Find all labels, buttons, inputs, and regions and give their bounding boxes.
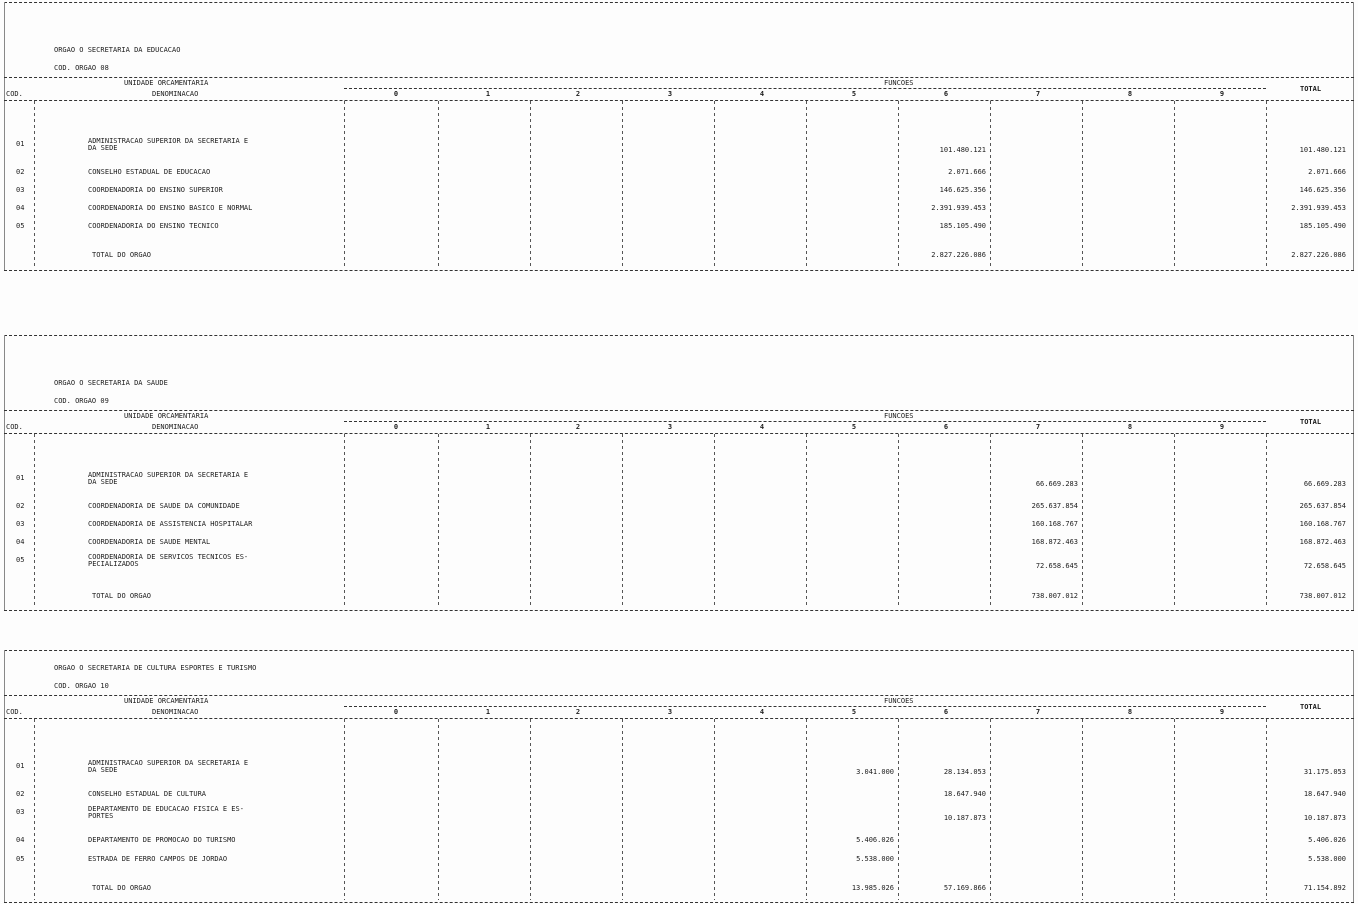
funcao-column-header: 1: [485, 708, 491, 716]
funcao-column-header: 7: [1035, 708, 1041, 716]
column-separator: [1082, 719, 1083, 900]
row-total: 5.538.000: [1308, 855, 1346, 863]
row-denominacao: COORDENADORIA DE SAUDE MENTAL: [88, 538, 211, 546]
row-denominacao: ADMINISTRACAO SUPERIOR DA SECRETARIA E: [88, 471, 249, 479]
header-rule: [4, 77, 1354, 78]
orgao-section: [4, 2, 1354, 270]
funcao-column-header: 8: [1127, 90, 1133, 98]
funcao-value: 28.134.053: [943, 768, 986, 776]
column-separator: [714, 434, 715, 608]
total-funcao-value: 13.985.026: [851, 884, 894, 892]
column-separator: [806, 719, 807, 900]
row-denominacao: COORDENADORIA DE SERVICOS TECNICOS ES-: [88, 553, 249, 561]
column-separator: [990, 719, 991, 900]
row-total: 2.391.939.453: [1291, 204, 1346, 212]
section-right-edge: [1353, 2, 1354, 270]
funcao-value: 18.647.940: [943, 790, 986, 798]
column-separator: [1266, 101, 1267, 268]
column-separator: [714, 101, 715, 268]
cod-column-header: COD.: [6, 708, 23, 716]
row-code: 05: [16, 855, 25, 863]
total-orgao-label: TOTAL DO ORGAO: [92, 884, 152, 892]
row-total: 168.872.463: [1299, 538, 1346, 546]
funcao-column-header: 5: [851, 423, 857, 431]
funcao-value: 265.637.854: [1031, 502, 1078, 510]
row-code: 02: [16, 502, 25, 510]
row-code: 05: [16, 556, 25, 564]
row-denominacao: COORDENADORIA DE ASSISTENCIA HOSPITALAR: [88, 520, 253, 528]
section-left-edge: [4, 650, 5, 902]
row-code: 04: [16, 538, 25, 546]
row-code: 02: [16, 790, 25, 798]
unidade-header: UNIDADE ORCAMENTARIA: [124, 412, 209, 420]
funcao-column-header: 0: [393, 423, 399, 431]
column-separator: [438, 719, 439, 900]
funcao-column-header: 8: [1127, 708, 1133, 716]
row-denominacao: COORDENADORIA DE SAUDE DA COMUNIDADE: [88, 502, 240, 510]
column-separator: [530, 719, 531, 900]
column-separator: [1174, 101, 1175, 268]
subheader-rule: [344, 706, 1266, 707]
row-denominacao: DA SEDE: [88, 144, 118, 152]
row-denominacao: PORTES: [88, 812, 114, 820]
row-total: 72.658.645: [1303, 562, 1346, 570]
funcao-value: 66.669.283: [1035, 480, 1078, 488]
column-separator: [898, 719, 899, 900]
section-top-border: [4, 650, 1354, 651]
funcao-column-header: 2: [575, 90, 581, 98]
cod-orgao: COD. ORGAO 09: [54, 397, 109, 405]
unidade-header: UNIDADE ORCAMENTARIA: [124, 79, 209, 87]
total-funcao-value: 2.827.226.086: [931, 251, 986, 259]
section-bottom-border: [4, 270, 1354, 271]
row-denominacao: DEPARTAMENTO DE PROMOCAO DO TURISMO: [88, 836, 236, 844]
funcao-value: 160.168.767: [1031, 520, 1078, 528]
row-total: 31.175.053: [1303, 768, 1346, 776]
row-code: 04: [16, 204, 25, 212]
row-code: 05: [16, 222, 25, 230]
row-code: 03: [16, 520, 25, 528]
column-separator: [1266, 719, 1267, 900]
row-code: 04: [16, 836, 25, 844]
funcao-column-header: 6: [943, 708, 949, 716]
cod-orgao: COD. ORGAO 10: [54, 682, 109, 690]
column-separator: [34, 101, 35, 268]
funcao-column-header: 3: [667, 90, 673, 98]
row-total: 265.637.854: [1299, 502, 1346, 510]
total-orgao-label: TOTAL DO ORGAO: [92, 592, 152, 600]
total-funcao-value: 738.007.012: [1031, 592, 1078, 600]
column-separator: [622, 101, 623, 268]
funcao-value: 168.872.463: [1031, 538, 1078, 546]
column-header-rule: [4, 718, 1354, 719]
column-separator: [622, 434, 623, 608]
column-separator: [1082, 101, 1083, 268]
orgao-section: [4, 650, 1354, 902]
total-orgao-value: 738.007.012: [1299, 592, 1346, 600]
header-rule: [4, 695, 1354, 696]
row-total: 66.669.283: [1303, 480, 1346, 488]
funcao-column-header: 5: [851, 708, 857, 716]
section-left-edge: [4, 335, 5, 610]
row-denominacao: CONSELHO ESTADUAL DE EDUCACAO: [88, 168, 211, 176]
row-total: 185.105.490: [1299, 222, 1346, 230]
funcao-column-header: 7: [1035, 90, 1041, 98]
subheader-rule: [344, 421, 1266, 422]
row-denominacao: CONSELHO ESTADUAL DE CULTURA: [88, 790, 207, 798]
section-top-border: [4, 335, 1354, 336]
column-separator: [344, 434, 345, 608]
column-separator: [530, 434, 531, 608]
column-separator: [622, 719, 623, 900]
subheader-rule: [344, 88, 1266, 89]
column-header-rule: [4, 433, 1354, 434]
funcao-column-header: 4: [759, 90, 765, 98]
funcao-value: 146.625.356: [939, 186, 986, 194]
funcao-column-header: 8: [1127, 423, 1133, 431]
column-separator: [344, 719, 345, 900]
funcao-column-header: 0: [393, 90, 399, 98]
funcao-column-header: 9: [1219, 90, 1225, 98]
cod-column-header: COD.: [6, 423, 23, 431]
row-code: 03: [16, 186, 25, 194]
row-denominacao: ESTRADA DE FERRO CAMPOS DE JORDAO: [88, 855, 228, 863]
column-separator: [438, 434, 439, 608]
row-denominacao: COORDENADORIA DO ENSINO SUPERIOR: [88, 186, 223, 194]
column-header-rule: [4, 100, 1354, 101]
funcao-column-header: 6: [943, 423, 949, 431]
row-total: 160.168.767: [1299, 520, 1346, 528]
funcao-column-header: 7: [1035, 423, 1041, 431]
funcao-column-header: 1: [485, 423, 491, 431]
column-separator: [1174, 719, 1175, 900]
row-total: 146.625.356: [1299, 186, 1346, 194]
column-separator: [344, 101, 345, 268]
funcao-value: 101.480.121: [939, 146, 986, 154]
column-separator: [806, 434, 807, 608]
funcao-value: 185.105.490: [939, 222, 986, 230]
funcao-column-header: 0: [393, 708, 399, 716]
funcao-value: 2.391.939.453: [931, 204, 986, 212]
column-separator: [34, 719, 35, 900]
funcoes-header: FUNCOES: [884, 79, 914, 87]
header-rule: [4, 410, 1354, 411]
funcao-column-header: 9: [1219, 423, 1225, 431]
funcao-column-header: 9: [1219, 708, 1225, 716]
section-bottom-border: [4, 610, 1354, 611]
funcao-column-header: 5: [851, 90, 857, 98]
row-denominacao: DA SEDE: [88, 478, 118, 486]
column-separator: [898, 434, 899, 608]
column-separator: [1174, 434, 1175, 608]
section-bottom-border: [4, 902, 1354, 903]
orgao-title: ORGAO O SECRETARIA DE CULTURA ESPORTES E TURISMO: [54, 664, 257, 672]
row-denominacao: DA SEDE: [88, 766, 118, 774]
column-separator: [714, 719, 715, 900]
section-right-edge: [1353, 335, 1354, 610]
funcao-column-header: 3: [667, 708, 673, 716]
column-separator: [438, 101, 439, 268]
row-total: 2.071.666: [1308, 168, 1346, 176]
row-total: 10.187.873: [1303, 814, 1346, 822]
column-separator: [530, 101, 531, 268]
column-separator: [806, 101, 807, 268]
row-total: 18.647.940: [1303, 790, 1346, 798]
row-total: 5.406.026: [1308, 836, 1346, 844]
total-orgao-label: TOTAL DO ORGAO: [92, 251, 152, 259]
row-code: 01: [16, 140, 25, 148]
section-left-edge: [4, 2, 5, 270]
funcao-column-header: 3: [667, 423, 673, 431]
section-right-edge: [1353, 650, 1354, 902]
orgao-section: [4, 335, 1354, 610]
section-top-border: [4, 2, 1354, 3]
funcao-value: 10.187.873: [943, 814, 986, 822]
row-code: 01: [16, 762, 25, 770]
column-separator: [990, 101, 991, 268]
denominacao-header: DENOMINACAO: [152, 708, 199, 716]
total-column-header: TOTAL: [1300, 703, 1322, 711]
funcao-column-header: 4: [759, 423, 765, 431]
total-column-header: TOTAL: [1300, 418, 1322, 426]
funcao-value: 2.071.666: [948, 168, 986, 176]
row-denominacao: COORDENADORIA DO ENSINO TECNICO: [88, 222, 219, 230]
column-separator: [1082, 434, 1083, 608]
cod-column-header: COD.: [6, 90, 23, 98]
funcoes-header: FUNCOES: [884, 697, 914, 705]
column-separator: [898, 101, 899, 268]
funcao-column-header: 2: [575, 708, 581, 716]
funcao-value: 5.406.026: [856, 836, 894, 844]
row-total: 101.480.121: [1299, 146, 1346, 154]
row-denominacao: ADMINISTRACAO SUPERIOR DA SECRETARIA E: [88, 137, 249, 145]
funcao-column-header: 2: [575, 423, 581, 431]
row-denominacao: DEPARTAMENTO DE EDUCACAO FISICA E ES-: [88, 805, 244, 813]
orgao-title: ORGAO O SECRETARIA DA EDUCACAO: [54, 46, 181, 54]
funcao-value: 3.041.000: [856, 768, 894, 776]
column-separator: [34, 434, 35, 608]
row-code: 02: [16, 168, 25, 176]
cod-orgao: COD. ORGAO 08: [54, 64, 109, 72]
row-denominacao: ADMINISTRACAO SUPERIOR DA SECRETARIA E: [88, 759, 249, 767]
row-denominacao: PECIALIZADOS: [88, 560, 139, 568]
column-separator: [990, 434, 991, 608]
total-funcao-value: 57.169.866: [943, 884, 986, 892]
total-orgao-value: 2.827.226.086: [1291, 251, 1346, 259]
funcoes-header: FUNCOES: [884, 412, 914, 420]
orgao-title: ORGAO O SECRETARIA DA SAUDE: [54, 379, 168, 387]
row-code: 01: [16, 474, 25, 482]
denominacao-header: DENOMINACAO: [152, 90, 199, 98]
funcao-value: 5.538.000: [856, 855, 894, 863]
denominacao-header: DENOMINACAO: [152, 423, 199, 431]
row-code: 03: [16, 808, 25, 816]
funcao-value: 72.658.645: [1035, 562, 1078, 570]
total-orgao-value: 71.154.892: [1303, 884, 1346, 892]
total-column-header: TOTAL: [1300, 85, 1322, 93]
funcao-column-header: 1: [485, 90, 491, 98]
row-denominacao: COORDENADORIA DO ENSINO BASICO E NORMAL: [88, 204, 253, 212]
unidade-header: UNIDADE ORCAMENTARIA: [124, 697, 209, 705]
funcao-column-header: 4: [759, 708, 765, 716]
funcao-column-header: 6: [943, 90, 949, 98]
